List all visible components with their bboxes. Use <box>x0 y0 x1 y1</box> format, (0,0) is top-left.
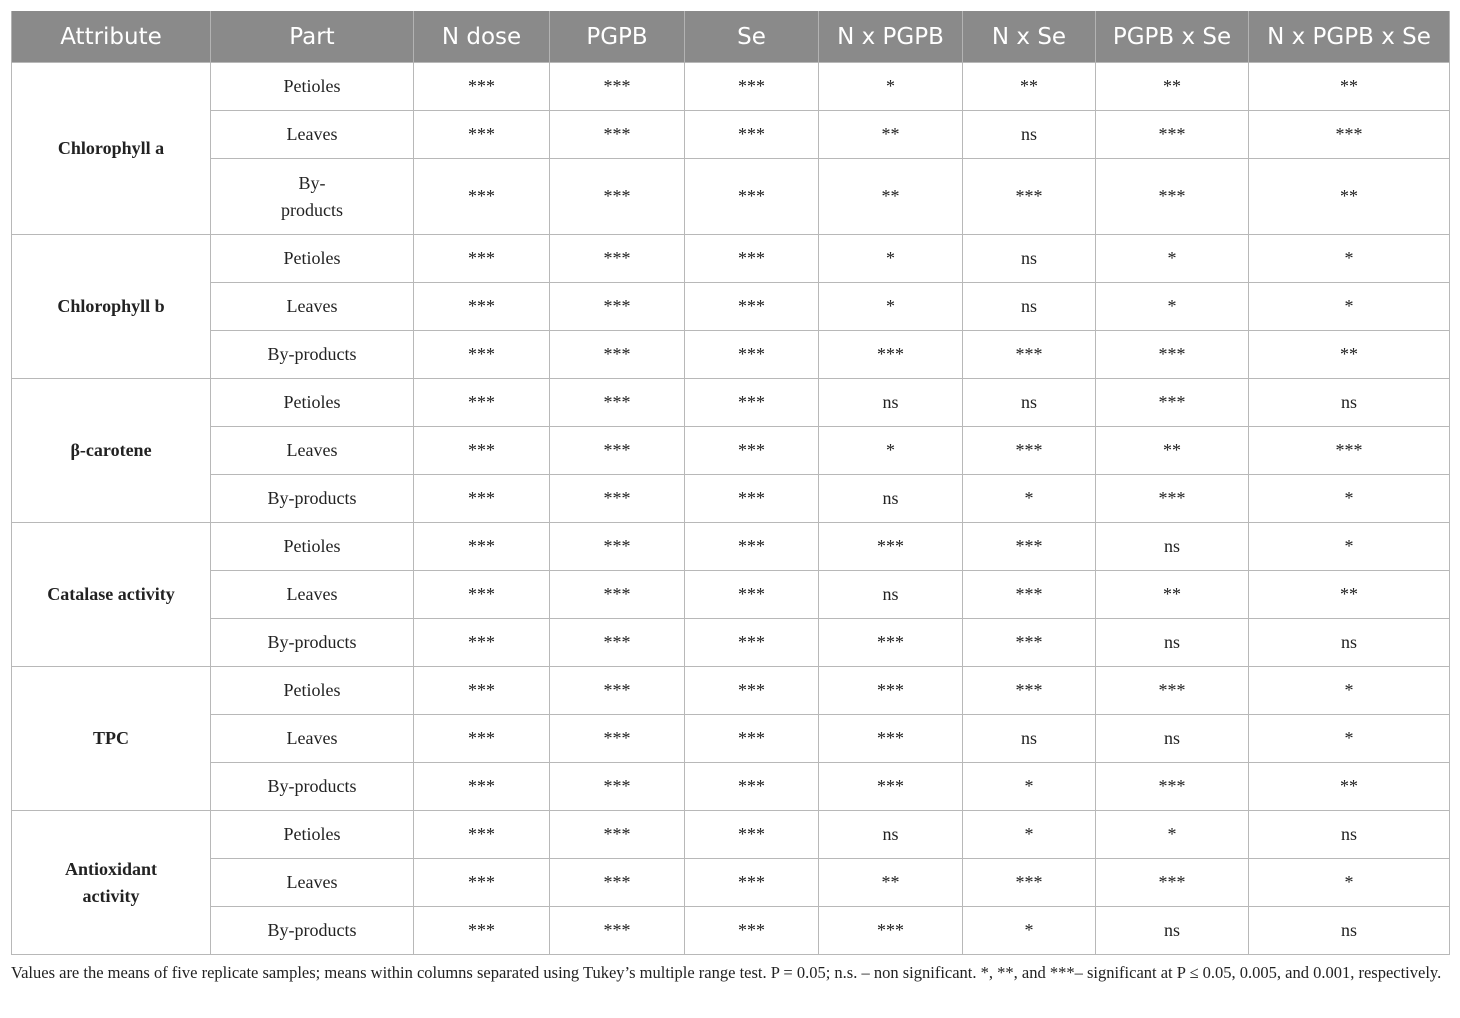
significance-cell: ns <box>1249 811 1450 859</box>
attribute-cell: β-carotene <box>12 379 211 523</box>
part-cell: Petioles <box>211 667 414 715</box>
table-row <box>12 715 1450 763</box>
significance-cell: *** <box>414 811 550 859</box>
header-row <box>12 11 1450 63</box>
significance-cell: * <box>1249 523 1450 571</box>
significance-cell: *** <box>685 427 819 475</box>
significance-cell: *** <box>550 331 685 379</box>
significance-cell: ** <box>1249 571 1450 619</box>
table-row <box>12 475 1450 523</box>
significance-cell: ** <box>1096 571 1249 619</box>
significance-cell: ** <box>1096 427 1249 475</box>
significance-cell: *** <box>550 379 685 427</box>
part-cell: Leaves <box>211 427 414 475</box>
part-cell: By-products <box>211 331 414 379</box>
significance-cell: *** <box>414 667 550 715</box>
significance-cell: *** <box>550 571 685 619</box>
significance-cell: *** <box>819 715 963 763</box>
significance-cell: ns <box>819 811 963 859</box>
table-row <box>12 667 1450 715</box>
part-cell: By-products <box>211 907 414 955</box>
significance-cell: *** <box>550 283 685 331</box>
attribute-cell: Chlorophyll a <box>12 63 211 235</box>
table-row <box>12 763 1450 811</box>
header-pgpb-x-se: PGPB x Se <box>1096 11 1249 63</box>
significance-cell: *** <box>963 331 1096 379</box>
significance-cell: ** <box>819 859 963 907</box>
table-row <box>12 619 1450 667</box>
table-row <box>12 159 1450 235</box>
significance-cell: *** <box>685 859 819 907</box>
table-body <box>12 63 1450 955</box>
significance-cell: *** <box>550 811 685 859</box>
significance-cell: *** <box>685 159 819 235</box>
significance-cell: *** <box>685 111 819 159</box>
header-n-x-se: N x Se <box>963 11 1096 63</box>
attribute-cell: Chlorophyll b <box>12 235 211 379</box>
part-cell: Leaves <box>211 859 414 907</box>
part-cell: By- products <box>211 159 414 235</box>
part-cell: Leaves <box>211 283 414 331</box>
significance-cell: *** <box>550 475 685 523</box>
significance-cell: * <box>963 907 1096 955</box>
part-cell: By-products <box>211 763 414 811</box>
significance-cell: *** <box>1096 379 1249 427</box>
significance-cell: *** <box>414 427 550 475</box>
part-cell: Leaves <box>211 111 414 159</box>
significance-cell: *** <box>963 159 1096 235</box>
significance-cell: *** <box>550 159 685 235</box>
table-row <box>12 283 1450 331</box>
part-cell: Petioles <box>211 523 414 571</box>
significance-cell: *** <box>685 283 819 331</box>
significance-cell: *** <box>685 63 819 111</box>
significance-cell: *** <box>414 331 550 379</box>
significance-cell: *** <box>550 715 685 763</box>
significance-cell: *** <box>819 763 963 811</box>
significance-cell: ** <box>1249 763 1450 811</box>
significance-cell: *** <box>414 235 550 283</box>
significance-cell: *** <box>414 379 550 427</box>
significance-cell: *** <box>550 763 685 811</box>
significance-cell: * <box>1096 811 1249 859</box>
significance-cell: * <box>1249 283 1450 331</box>
significance-cell: *** <box>685 715 819 763</box>
significance-cell: * <box>819 427 963 475</box>
significance-cell: ns <box>963 715 1096 763</box>
significance-cell: ** <box>1249 331 1450 379</box>
table-row <box>12 523 1450 571</box>
significance-cell: *** <box>685 811 819 859</box>
header-n-x-pgpb: N x PGPB <box>819 11 963 63</box>
significance-cell: *** <box>414 619 550 667</box>
significance-cell: * <box>819 235 963 283</box>
table-row <box>12 907 1450 955</box>
table-row <box>12 331 1450 379</box>
significance-cell: *** <box>414 571 550 619</box>
significance-cell: *** <box>963 571 1096 619</box>
significance-cell: *** <box>550 427 685 475</box>
header-n-dose: N dose <box>414 11 550 63</box>
significance-cell: ** <box>963 63 1096 111</box>
significance-cell: *** <box>550 667 685 715</box>
significance-cell: *** <box>550 907 685 955</box>
part-cell: Leaves <box>211 571 414 619</box>
significance-cell: *** <box>963 667 1096 715</box>
part-cell: Leaves <box>211 715 414 763</box>
significance-cell: *** <box>685 379 819 427</box>
table-row <box>12 111 1450 159</box>
significance-cell: *** <box>414 111 550 159</box>
significance-cell: *** <box>1096 111 1249 159</box>
significance-cell: * <box>1249 859 1450 907</box>
significance-cell: *** <box>414 283 550 331</box>
significance-cell: *** <box>414 763 550 811</box>
significance-cell: *** <box>819 667 963 715</box>
significance-cell: *** <box>819 523 963 571</box>
part-cell: Petioles <box>211 379 414 427</box>
table-row <box>12 427 1450 475</box>
significance-cell: ns <box>1249 907 1450 955</box>
significance-cell: *** <box>819 619 963 667</box>
significance-cell: *** <box>1096 763 1249 811</box>
significance-cell: *** <box>685 235 819 283</box>
significance-cell: ns <box>963 235 1096 283</box>
significance-cell: *** <box>685 475 819 523</box>
significance-cell: *** <box>1096 331 1249 379</box>
significance-cell: ns <box>819 571 963 619</box>
part-cell: By-products <box>211 619 414 667</box>
significance-cell: ns <box>1096 619 1249 667</box>
attribute-cell: Antioxidant activity <box>12 811 211 955</box>
significance-cell: *** <box>1249 111 1450 159</box>
significance-cell: *** <box>819 907 963 955</box>
significance-cell: ** <box>819 111 963 159</box>
significance-cell: *** <box>550 63 685 111</box>
significance-cell: * <box>819 283 963 331</box>
significance-cell: * <box>963 763 1096 811</box>
significance-cell: * <box>1249 667 1450 715</box>
significance-cell: ** <box>819 159 963 235</box>
significance-cell: *** <box>414 475 550 523</box>
significance-cell: *** <box>1096 475 1249 523</box>
significance-cell: ns <box>963 379 1096 427</box>
table-row <box>12 811 1450 859</box>
significance-cell: ns <box>1249 379 1450 427</box>
significance-cell: ns <box>819 475 963 523</box>
significance-cell: *** <box>550 523 685 571</box>
significance-cell: *** <box>685 763 819 811</box>
significance-cell: ns <box>963 111 1096 159</box>
header-n-x-pgpb-x-se: N x PGPB x Se <box>1249 11 1450 63</box>
significance-cell: *** <box>685 571 819 619</box>
significance-cell: *** <box>414 715 550 763</box>
significance-cell: *** <box>550 111 685 159</box>
significance-cell: *** <box>685 523 819 571</box>
significance-cell: *** <box>414 63 550 111</box>
significance-cell: *** <box>963 859 1096 907</box>
significance-cell: *** <box>963 427 1096 475</box>
significance-cell: *** <box>1096 667 1249 715</box>
significance-cell: * <box>819 63 963 111</box>
table-row <box>12 379 1450 427</box>
significance-cell: * <box>1096 283 1249 331</box>
part-cell: Petioles <box>211 63 414 111</box>
significance-cell: * <box>1249 715 1450 763</box>
attribute-cell: TPC <box>12 667 211 811</box>
table-footnote: Values are the means of five replicate samples; means within columns separated using Tukey’s multiple range test. P = 0.05; n.s. – non significant. *, **, and ***– significant at P ≤ 0.05, 0.005, and 0.001, respectively. <box>11 963 1442 982</box>
table-row <box>12 859 1450 907</box>
significance-cell: ns <box>1096 523 1249 571</box>
part-cell: By-products <box>211 475 414 523</box>
significance-table-container <box>11 11 1449 955</box>
significance-cell: *** <box>685 907 819 955</box>
attribute-cell: Catalase activity <box>12 523 211 667</box>
significance-cell: ns <box>819 379 963 427</box>
significance-cell: * <box>1249 235 1450 283</box>
significance-cell: ** <box>1249 159 1450 235</box>
header-attribute: Attribute <box>12 11 211 63</box>
significance-cell: * <box>1096 235 1249 283</box>
significance-cell: ns <box>1096 715 1249 763</box>
significance-cell: *** <box>550 235 685 283</box>
significance-cell: *** <box>685 619 819 667</box>
significance-cell: ns <box>1249 619 1450 667</box>
part-cell: Petioles <box>211 811 414 859</box>
header-se: Se <box>685 11 819 63</box>
significance-cell: *** <box>1096 859 1249 907</box>
table-row <box>12 571 1450 619</box>
significance-cell: *** <box>1249 427 1450 475</box>
part-cell: Petioles <box>211 235 414 283</box>
table-row <box>12 63 1450 111</box>
significance-cell: * <box>963 811 1096 859</box>
significance-cell: ns <box>1096 907 1249 955</box>
significance-cell: *** <box>963 523 1096 571</box>
significance-cell: * <box>963 475 1096 523</box>
significance-cell: *** <box>685 331 819 379</box>
significance-cell: *** <box>550 859 685 907</box>
significance-cell: *** <box>414 907 550 955</box>
significance-cell: *** <box>963 619 1096 667</box>
header-pgpb: PGPB <box>550 11 685 63</box>
significance-table <box>11 11 1450 955</box>
significance-cell: *** <box>550 619 685 667</box>
significance-cell: *** <box>819 331 963 379</box>
significance-cell: * <box>1249 475 1450 523</box>
header-part: Part <box>211 11 414 63</box>
significance-cell: *** <box>414 523 550 571</box>
significance-cell: ** <box>1096 63 1249 111</box>
significance-cell: *** <box>414 859 550 907</box>
significance-cell: *** <box>414 159 550 235</box>
significance-cell: *** <box>1096 159 1249 235</box>
table-row <box>12 235 1450 283</box>
significance-cell: *** <box>685 667 819 715</box>
significance-cell: ns <box>963 283 1096 331</box>
significance-cell: ** <box>1249 63 1450 111</box>
